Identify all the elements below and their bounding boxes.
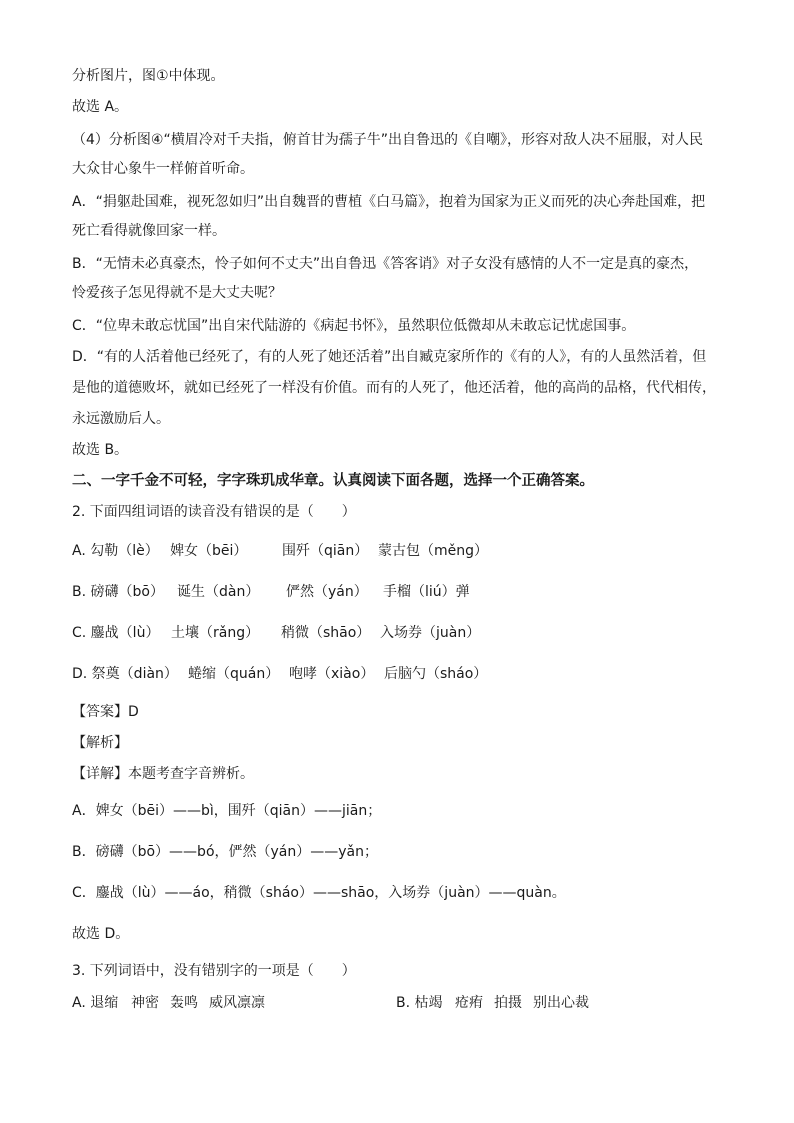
option-item: 诞生（dàn） — [177, 584, 260, 600]
option-item: 后脑勺（sháo） — [384, 666, 488, 682]
question-stem: 3. 下列词语中，没有错别字的一项是（ ） — [72, 963, 356, 979]
text-line: D．“有的人活着他已经死了，有的人死了她还活着”出自臧克家所作的《有的人》，有的人虽然活着，但 — [72, 349, 707, 365]
option-item: B. 枯竭 — [396, 995, 443, 1011]
option-item: B. 磅礴（bō） — [72, 584, 164, 600]
text-line: 故选 A。 — [72, 99, 129, 115]
option-item: 稍微（shāo） — [281, 625, 371, 641]
answer-line — [72, 702, 139, 722]
text-line: A．“捐躯赴国难，视死忽如归”出自魏晋的曹植《白马篇》，抱着为国家为正义而死的决心奔赴国难，把 — [72, 194, 706, 210]
option-item: 土壤（rǎng） — [171, 625, 260, 641]
text-line: B．“无情未必真豪杰，怜子如何不丈夫”出自鲁迅《答客诮》对子女没有感情的人不一定是真的豪杰， — [72, 256, 699, 272]
text-line: A．婢女（bēi）——bì，围歼（qiān）——jiān； — [72, 803, 382, 819]
text-line: 大众甘心象牛一样俯首听命。 — [72, 161, 254, 177]
section-heading: 二、一字千金不可轻，字字珠玑成华章。认真阅读下面各题，选择一个正确答案。 — [72, 473, 594, 489]
text-line: 怜爱孩子怎见得就不是大丈夫呢？ — [72, 285, 282, 301]
answer-tag: 【答案】 — [72, 704, 128, 720]
option-item: 婢女（bēi） — [170, 543, 248, 559]
option-item: 别出心裁 — [533, 995, 589, 1011]
text-line: （4）分析图④“横眉冷对千夫指，俯首甘为孺子牛”出自鲁迅的《自嘲》，形容对敌人决不屈服，对人民 — [72, 132, 703, 148]
option-item: 围歼（qiān） — [282, 543, 369, 559]
text-line: C．“位卑未敢忘忧国”出自宋代陆游的《病起书怀》，虽然职位低微却从未敢忘记忧虑国事。 — [72, 318, 636, 334]
text-line: 死亡看得就像回家一样。 — [72, 223, 226, 239]
text-line: 分析图片，图①中体现。 — [72, 68, 225, 84]
option-item: 神密 — [131, 995, 159, 1011]
answer-value: D — [128, 704, 139, 720]
option-item: 入场券（juàn） — [380, 625, 481, 641]
option-item: 咆哮（xiào） — [289, 666, 375, 682]
option-item: 疮痏 — [455, 995, 483, 1011]
option-item: 轰鸣 — [170, 995, 198, 1011]
option-item: A. 勾勒（lè） — [72, 543, 159, 559]
option-item: 蒙古包（měng） — [378, 543, 489, 559]
text-line: 是他的道德败坏，就如已经死了一样没有价值。而有的人死了，他还活着，他的高尚的品格，代代相传， — [72, 380, 716, 396]
option-item: 威风凛凛 — [209, 995, 265, 1011]
text-line: C．鏖战（lù）——áo，稍微（sháo）——shāo，入场券（juàn）——quàn。 — [72, 885, 566, 901]
option-item: A. 退缩 — [72, 995, 119, 1011]
question-stem: 2. 下面四组词语的读音没有错误的是（ ） — [72, 504, 356, 520]
option-item: 蜷缩（quán） — [188, 666, 280, 682]
option-item: 俨然（yán） — [286, 584, 368, 600]
text-line: 故选 B。 — [72, 442, 129, 458]
option-item: D. 祭奠（diàn） — [72, 666, 178, 682]
option-item: 手榴（liú）弹 — [383, 584, 470, 600]
text-line: 【详解】本题考查字音辨析。 — [72, 766, 254, 782]
text-line: B．磅礴（bō）——bó，俨然（yán）——yǎn； — [72, 844, 378, 860]
text-line: 故选 D。 — [72, 926, 130, 942]
text-line: 永远激励后人。 — [72, 411, 170, 427]
analysis-tag: 【解析】 — [72, 735, 128, 751]
option-item: C. 鏖战（lù） — [72, 625, 160, 641]
option-item: 拍摄 — [494, 995, 522, 1011]
